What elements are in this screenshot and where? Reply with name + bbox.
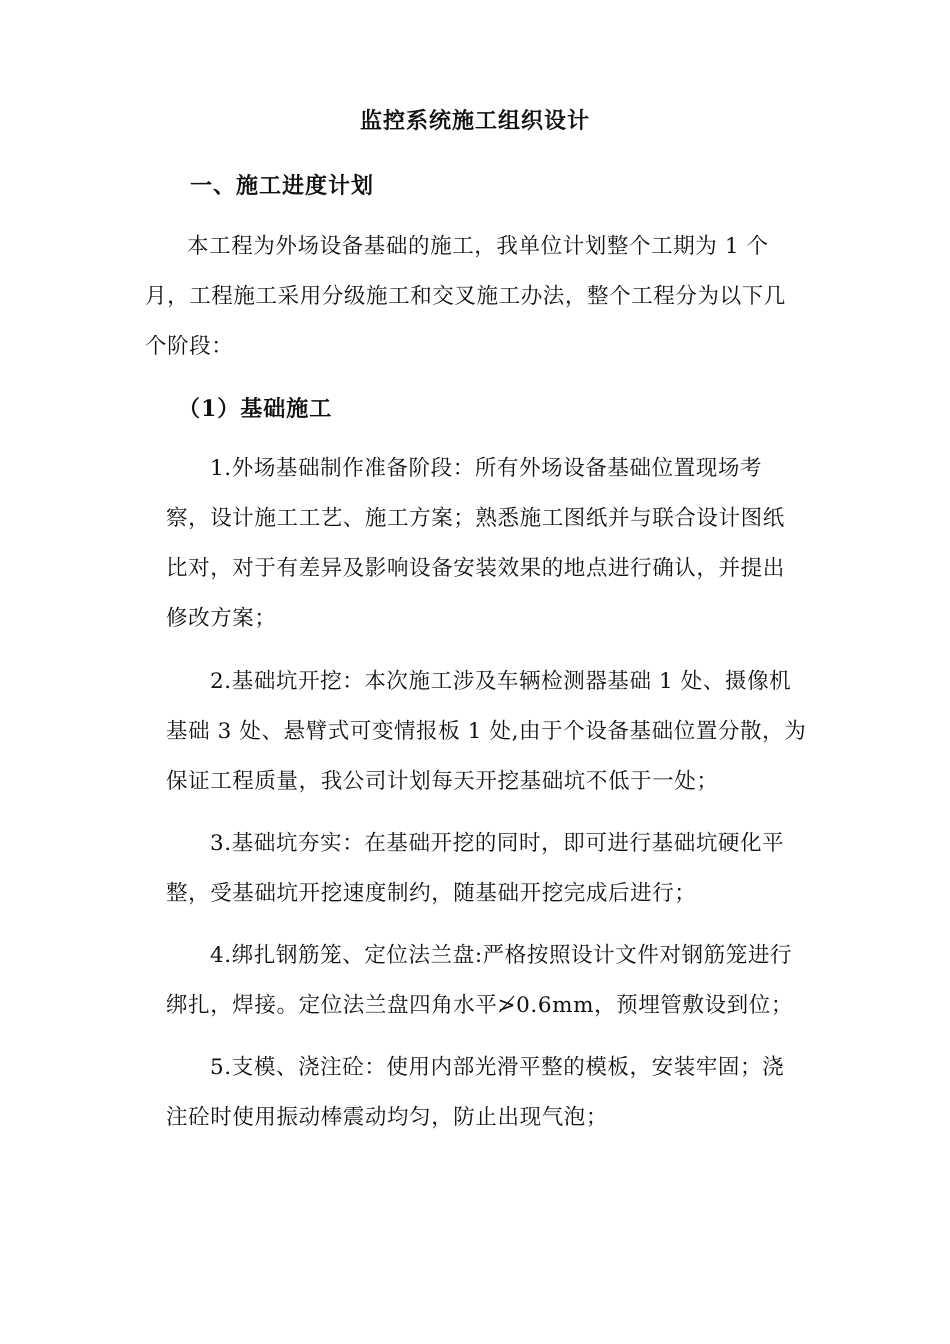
paragraph-line: 比对，对于有差异及影响设备安装效果的地点进行确认，并提出 bbox=[166, 556, 785, 581]
list-item bbox=[166, 931, 816, 1031]
list-item bbox=[166, 444, 816, 644]
paragraph-line: 本工程为外场设备基础的施工，我单位计划整个工期为 1 个 bbox=[187, 234, 769, 259]
intro-paragraph bbox=[145, 222, 805, 372]
document-title: 监控系统施工组织设计 bbox=[359, 108, 590, 134]
paragraph-line: 整，受基础坑开挖速度制约，随基础开挖完成后进行； bbox=[166, 881, 697, 906]
paragraph-line: 个阶段： bbox=[145, 334, 234, 359]
list-item bbox=[166, 657, 816, 807]
list-item bbox=[166, 1043, 816, 1143]
paragraph-line: 修改方案； bbox=[166, 606, 277, 631]
paragraph-line: 月，工程施工采用分级施工和交叉施工办法，整个工程分为以下几 bbox=[145, 284, 786, 309]
paragraph-line: 绑扎，焊接。定位法兰盘四角水平≯0.6mm，预埋管敷设到位； bbox=[166, 993, 793, 1018]
subsection-heading-foundation: （1）基础施工 bbox=[178, 396, 333, 422]
list-item bbox=[166, 819, 816, 919]
paragraph-line: 3.基础坑夯实：在基础开挖的同时，即可进行基础坑硬化平 bbox=[210, 831, 785, 856]
paragraph-line: 2.基础坑开挖：本次施工涉及车辆检测器基础 1 处、摄像机 bbox=[210, 669, 792, 694]
paragraph-line: 察，设计施工工艺、施工方案；熟悉施工图纸并与联合设计图纸 bbox=[166, 506, 785, 531]
paragraph-line: 基础 3 处、悬臂式可变情报板 1 处,由于个设备基础位置分散，为 bbox=[166, 719, 807, 744]
section-heading-schedule: 一、施工进度计划 bbox=[190, 173, 375, 199]
paragraph-line: 5.支模、浇注砼：使用内部光滑平整的模板，安装牢固；浇 bbox=[210, 1055, 785, 1080]
paragraph-line: 注砼时使用振动棒震动均匀，防止出现气泡； bbox=[166, 1105, 609, 1130]
paragraph-line: 保证工程质量，我公司计划每天开挖基础坑不低于一处； bbox=[166, 769, 719, 794]
paragraph-line: 4.绑扎钢筋笼、定位法兰盘:严格按照设计文件对钢筋笼进行 bbox=[210, 943, 793, 968]
paragraph-line: 1.外场基础制作准备阶段：所有外场设备基础位置现场考 bbox=[210, 456, 763, 481]
